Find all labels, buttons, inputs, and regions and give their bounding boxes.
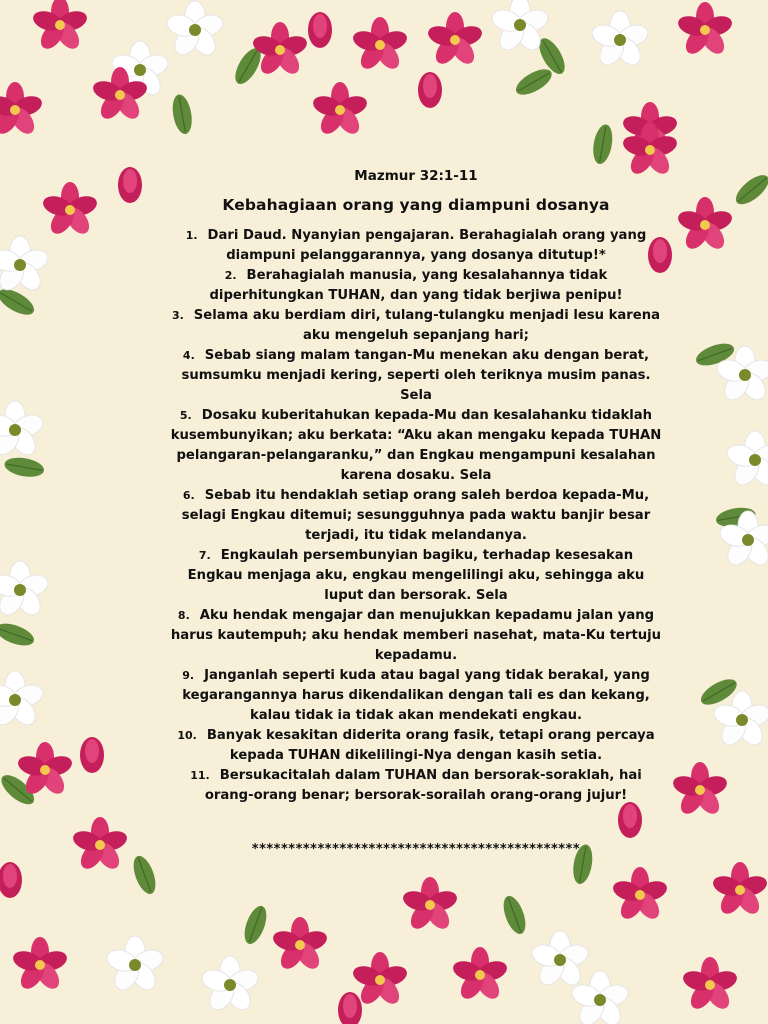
scripture-reference: Mazmur 32:1-11 bbox=[354, 168, 478, 184]
asterisk-separator: ********************************************* bbox=[251, 842, 581, 857]
verse-9 bbox=[170, 666, 662, 726]
verse-text: Dosaku kuberitahukan kepada-Mu dan kesalahanku tidaklah kusembunyikan; aku berkata: “Aku akan mengaku kepada TUHAN pelangaran-pelangaranku,” dan Engkau mengampuni kesalahan karena dosaku. Sela bbox=[170, 408, 662, 483]
verse-text: Berahagialah manusia, yang kesalahannya tidak diperhitungkan TUHAN, dan yang tidak berjiwa penipu! bbox=[209, 268, 623, 303]
verse-number: 9. bbox=[182, 669, 195, 682]
verse-number: 10. bbox=[177, 729, 197, 742]
verse-text: Sebab itu hendaklah setiap orang saleh berdoa kepada-Mu, selagi Engkau ditemui; sesungguhnya pada waktu banjir besar terjadi, itu tidak melandanya. bbox=[181, 488, 651, 543]
verse-text: Banyak kesakitan diderita orang fasik, tetapi orang percaya kepada TUHAN dikelilingi-Nya dengan kasih setia. bbox=[206, 728, 655, 763]
verse-number: 3. bbox=[171, 309, 184, 322]
verse-number: 1. bbox=[185, 229, 198, 242]
verse-4 bbox=[170, 346, 662, 406]
verse-number: 8. bbox=[177, 609, 190, 622]
verse-number: 4. bbox=[182, 349, 195, 362]
verse-8 bbox=[170, 606, 662, 666]
verse-number: 7. bbox=[198, 549, 211, 562]
verse-3 bbox=[170, 306, 662, 346]
verse-text: Engkaulah persembunyian bagiku, terhadap kesesakan Engkau menjaga aku, engkau mengelilingi aku, sehingga aku luput dan bersorak. Sela bbox=[187, 548, 645, 603]
verse-text: Sebab siang malam tangan-Mu menekan aku dengan berat, sumsumku menjadi kering, seperti oleh teriknya musim panas. Sela bbox=[181, 348, 651, 403]
verse-6 bbox=[170, 486, 662, 546]
verse-number: 2. bbox=[224, 269, 237, 282]
verse-text: Aku hendak mengajar dan menujukkan kepadamu jalan yang harus kautempuh; aku hendak memberi nasehat, mata-Ku tertuju kepadamu. bbox=[170, 608, 662, 663]
verse-number: 6. bbox=[182, 489, 195, 502]
verse-list bbox=[170, 226, 662, 806]
verse-text: Selama aku berdiam diri, tulang-tulangku menjadi lesu karena aku mengeluh sepanjang hari; bbox=[193, 308, 661, 343]
verse-7 bbox=[170, 546, 662, 606]
verse-number: 11. bbox=[190, 769, 210, 782]
verse-5 bbox=[170, 406, 662, 486]
verse-number: 5. bbox=[179, 409, 192, 422]
verse-text: Bersukacitalah dalam TUHAN dan bersorak-soraklah, hai orang-orang benar; bersorak-sorailah orang-orang jujur! bbox=[204, 768, 642, 803]
verse-text: Janganlah seperti kuda atau bagal yang tidak berakal, yang kegarangannya harus dikendalikan dengan tali es dan kekang, kalau tidak ia tidak akan mendekati engkau. bbox=[182, 668, 650, 723]
verse-11 bbox=[170, 766, 662, 806]
verse-1 bbox=[170, 226, 662, 266]
verse-10 bbox=[170, 726, 662, 766]
page-title: Kebahagiaan orang yang diampuni dosanya bbox=[222, 196, 610, 214]
psalm-content bbox=[170, 168, 662, 857]
verse-text: Dari Daud. Nyanyian pengajaran. Berahagialah orang yang diampuni pelanggarannya, yang dosanya ditutup!* bbox=[207, 228, 647, 263]
verse-2 bbox=[170, 266, 662, 306]
